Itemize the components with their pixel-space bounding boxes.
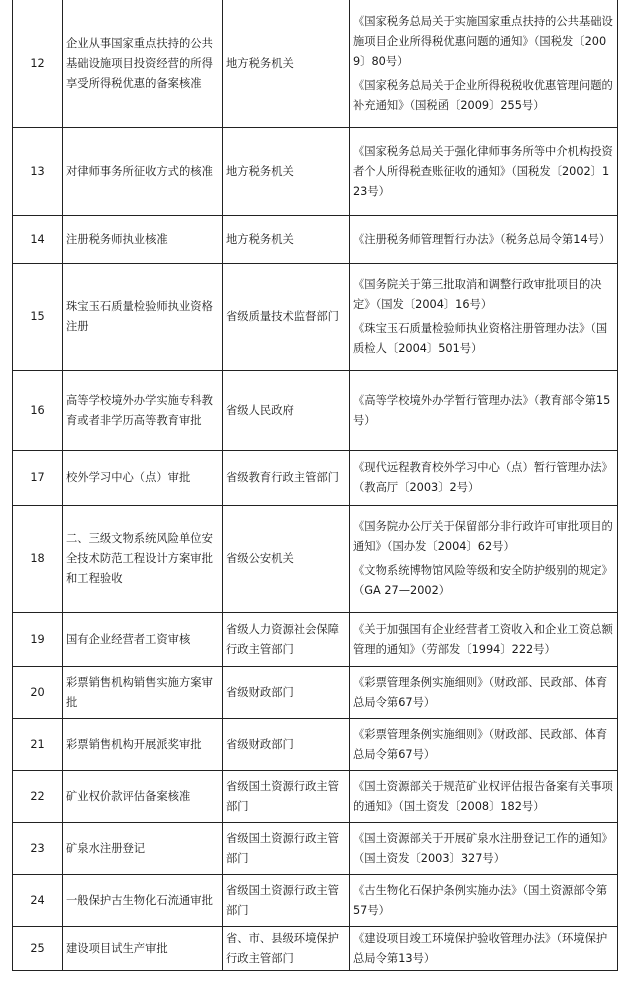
legal-basis-document: 《珠宝玉石质量检验师执业资格注册管理办法》（国质检人〔2004〕501号） <box>353 322 608 355</box>
legal-basis-document: 《国土资源部关于规范矿业权评估报告备案有关事项的通知》（国土资发〔2008〕182号） <box>353 779 613 813</box>
legal-basis <box>350 371 618 451</box>
row-number: 23 <box>13 823 63 875</box>
implementing-department: 地方税务机关 <box>223 0 350 128</box>
item-name: 矿业权价款评估备案核准 <box>63 771 223 823</box>
legal-basis-document: 《彩票管理条例实施细则》（财政部、民政部、体育总局令第67号） <box>353 675 608 709</box>
implementing-department: 省级国土资源行政主管部门 <box>223 771 350 823</box>
legal-basis-document: 《古生物化石保护条例实施办法》（国土资源部令第57号） <box>353 883 608 917</box>
implementing-department: 地方税务机关 <box>223 216 350 264</box>
row-number: 22 <box>13 771 63 823</box>
legal-basis <box>350 667 618 719</box>
item-name: 矿泉水注册登记 <box>63 823 223 875</box>
table-row <box>13 667 618 719</box>
table-row <box>13 128 618 216</box>
legal-basis <box>350 927 618 971</box>
item-name: 国有企业经营者工资审核 <box>63 613 223 667</box>
row-number: 16 <box>13 371 63 451</box>
implementing-department: 省级国土资源行政主管部门 <box>223 875 350 927</box>
implementing-department: 省级国土资源行政主管部门 <box>223 823 350 875</box>
item-name: 彩票销售机构开展派奖审批 <box>63 719 223 771</box>
legal-basis <box>350 719 618 771</box>
table-row <box>13 613 618 667</box>
implementing-department: 省级质量技术监督部门 <box>223 264 350 371</box>
item-name: 校外学习中心（点）审批 <box>63 451 223 506</box>
row-number: 18 <box>13 506 63 613</box>
legal-basis-document: 《国务院办公厅关于保留部分非行政许可审批项目的通知》（国办发〔2004〕62号） <box>353 520 613 553</box>
legal-basis-document: 《文物系统博物馆风险等级和安全防护级别的规定》（GA 27—2002） <box>353 564 613 597</box>
item-name: 珠宝玉石质量检验师执业资格注册 <box>63 264 223 371</box>
row-number: 24 <box>13 875 63 927</box>
row-number: 15 <box>13 264 63 371</box>
item-name: 彩票销售机构销售实施方案审批 <box>63 667 223 719</box>
implementing-department: 省级公安机关 <box>223 506 350 613</box>
row-number: 25 <box>13 927 63 971</box>
legal-basis <box>350 264 618 371</box>
legal-basis-document: 《国家税务总局关于企业所得税税收优惠管理问题的补充通知》（国税函〔2009〕255号） <box>353 78 613 112</box>
table-row <box>13 771 618 823</box>
item-name: 一般保护古生物化石流通审批 <box>63 875 223 927</box>
item-name: 二、三级文物系统风险单位安全技术防范工程设计方案审批和工程验收 <box>63 506 223 613</box>
legal-basis-document: 《高等学校境外办学暂行管理办法》（教育部令第15号） <box>353 393 611 427</box>
table-row <box>13 506 618 613</box>
row-number: 12 <box>13 0 63 128</box>
row-number: 17 <box>13 451 63 506</box>
row-number: 19 <box>13 613 63 667</box>
legal-basis <box>350 771 618 823</box>
legal-basis <box>350 613 618 667</box>
item-name: 高等学校境外办学实施专科教育或者非学历高等教育审批 <box>63 371 223 451</box>
table-row <box>13 371 618 451</box>
legal-basis <box>350 451 618 506</box>
implementing-department: 省级财政部门 <box>223 667 350 719</box>
row-number: 21 <box>13 719 63 771</box>
row-number: 14 <box>13 216 63 264</box>
item-name: 企业从事国家重点扶持的公共基础设施项目投资经营的所得享受所得税优惠的备案核准 <box>63 0 223 128</box>
row-number: 20 <box>13 667 63 719</box>
implementing-department: 省级财政部门 <box>223 719 350 771</box>
legal-basis-document: 《国务院关于第三批取消和调整行政审批项目的决定》（国发〔2004〕16号） <box>353 278 602 311</box>
legal-basis <box>350 506 618 613</box>
approval-items-table <box>12 0 618 971</box>
legal-basis-document: 《国家税务总局关于强化律师事务所等中介机构投资者个人所得税查账征收的通知》（国税发〔2002〕123号） <box>353 144 613 198</box>
table-row <box>13 823 618 875</box>
implementing-department: 省级人力资源社会保障行政主管部门 <box>223 613 350 667</box>
item-name: 注册税务师执业核准 <box>63 216 223 264</box>
table-row <box>13 927 618 971</box>
legal-basis-document: 《建设项目竣工环境保护验收管理办法》（环境保护总局令第13号） <box>353 931 608 965</box>
legal-basis <box>350 0 618 128</box>
table-row <box>13 451 618 506</box>
legal-basis <box>350 823 618 875</box>
legal-basis-document: 《国家税务总局关于实施国家重点扶持的公共基础设施项目企业所得税优惠问题的通知》（国税发〔2009〕80号） <box>353 14 613 68</box>
item-name: 建设项目试生产审批 <box>63 927 223 971</box>
legal-basis <box>350 216 618 264</box>
table-row <box>13 216 618 264</box>
legal-basis <box>350 128 618 216</box>
legal-basis-document: 《国土资源部关于开展矿泉水注册登记工作的通知》（国土资发〔2003〕327号） <box>353 831 613 865</box>
implementing-department: 省、市、县级环境保护行政主管部门 <box>223 927 350 971</box>
item-name: 对律师事务所征收方式的核准 <box>63 128 223 216</box>
legal-basis-document: 《彩票管理条例实施细则》（财政部、民政部、体育总局令第67号） <box>353 727 608 761</box>
row-number: 13 <box>13 128 63 216</box>
legal-basis-document: 《现代远程教育校外学习中心（点）暂行管理办法》（教高厅〔2003〕2号） <box>353 461 613 494</box>
legal-basis-document: 《关于加强国有企业经营者工资收入和企业工资总额管理的通知》（劳部发〔1994〕222号） <box>353 622 613 656</box>
implementing-department: 省级教育行政主管部门 <box>223 451 350 506</box>
table-row <box>13 0 618 128</box>
table-row <box>13 264 618 371</box>
table-row <box>13 875 618 927</box>
implementing-department: 省级人民政府 <box>223 371 350 451</box>
table-row <box>13 719 618 771</box>
implementing-department: 地方税务机关 <box>223 128 350 216</box>
table-body <box>13 0 618 971</box>
legal-basis-document: 《注册税务师管理暂行办法》（税务总局令第14号） <box>353 232 611 246</box>
legal-basis <box>350 875 618 927</box>
